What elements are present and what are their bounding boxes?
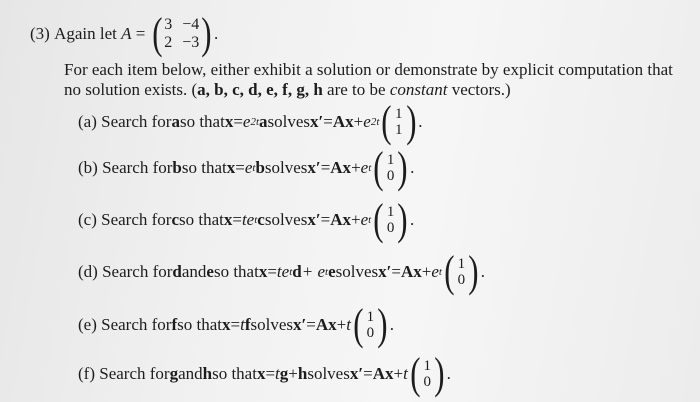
item-c: (c) Search for c so that x = te t c solves x′ = Ax + e t ( 1 0 ) . — [78, 195, 415, 244]
column-vector: ( 1 1 ) — [381, 97, 416, 146]
matrix-symbol: A — [121, 24, 132, 43]
item-f: (f) Search for g and h so that x = t g + h solves x′ = Ax + t ( 1 0 ) . — [78, 349, 451, 398]
matrix-cell: 2 — [164, 34, 173, 51]
item-b: (b) Search for b so that x = e t b solves x′ = Ax + e t ( 1 0 ) . — [78, 143, 415, 192]
matrix-cell: −4 — [182, 16, 200, 33]
matrix-A: ( 3 −4 2 −3 ) — [151, 9, 212, 58]
problem-number: (3) — [30, 24, 50, 43]
vector-letters: a, b, c, d, e, f, g, h — [197, 80, 323, 99]
matrix-cell: 3 — [164, 16, 173, 33]
column-vector: ( 1 0 ) — [373, 143, 408, 192]
column-vector: ( 1 0 ) — [410, 349, 445, 398]
matrix-cell: −3 — [182, 34, 200, 51]
item-e: (e) Search for f so that x = t f solves x′ = Ax + t ( 1 0 ) . — [78, 300, 395, 349]
item-a: (a) Search for a so that x = e 2t a solves x′ = Ax + e 2t ( 1 1 ) . — [78, 97, 423, 146]
item-d: (d) Search for d and e so that x = te t d + e t e solves x′ = Ax + e t ( 1 0 ) . — [78, 247, 486, 296]
problem-header: (3) Again let A = ( 3 −4 2 −3 ) . — [30, 9, 219, 58]
column-vector: ( 1 0 ) — [353, 300, 388, 349]
problem-intro: Again let — [54, 24, 117, 43]
instructions-line-1: For each item below, either exhibit a solution or demonstrate by explicit computation that — [64, 60, 673, 79]
instructions-line-2: no solution exists. (a, b, c, d, e, f, g, h are to be constant vectors.) — [64, 80, 511, 99]
column-vector: ( 1 0 ) — [373, 195, 408, 244]
column-vector: ( 1 0 ) — [444, 247, 479, 296]
